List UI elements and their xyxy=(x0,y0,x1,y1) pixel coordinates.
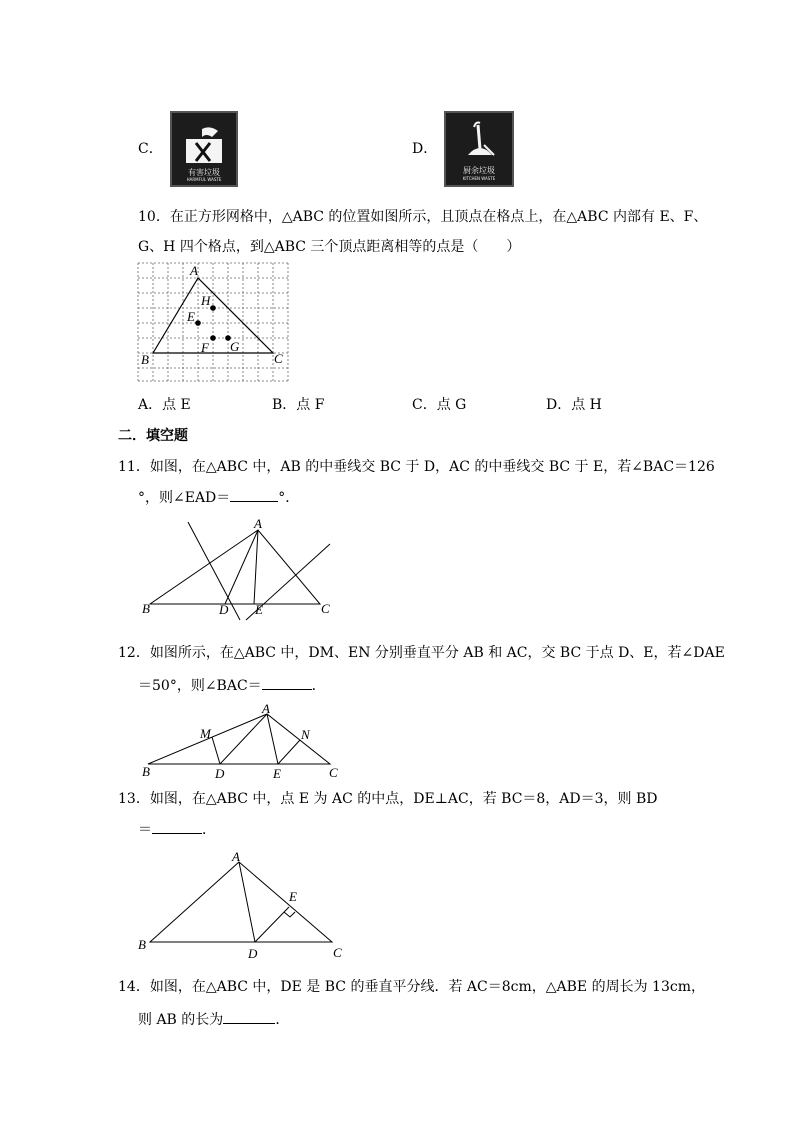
q11-triangle-abc xyxy=(150,530,320,604)
q10-choice-b[interactable]: B．点 F xyxy=(272,397,325,413)
q11-line2 xyxy=(138,487,299,508)
q10-label-b: B xyxy=(141,352,149,367)
q10-grid-figure xyxy=(137,262,289,382)
kitchen-waste-icon xyxy=(444,111,514,187)
kitchen-waste-pictogram xyxy=(446,115,512,165)
q10-number: 10． xyxy=(138,209,170,225)
q13-number: 13． xyxy=(118,791,150,807)
q14-text-line1: 如图，在△ABC 中，DE 是 BC 的垂直平分线．若 AC＝8cm，△ABE 的周长为 13cm， xyxy=(149,979,705,995)
q13-text-line2b: ． xyxy=(202,822,216,838)
q13-line2 xyxy=(138,819,216,840)
q12-label-b: B xyxy=(142,764,150,779)
harmful-waste-en: HARMFUL WASTE xyxy=(186,177,222,182)
q12-text-line2b: ． xyxy=(311,678,326,694)
harmful-waste-pictogram xyxy=(172,117,236,167)
q11-label-a: A xyxy=(254,516,262,531)
q12-segment-en xyxy=(278,740,300,764)
q11-answer-blank[interactable] xyxy=(230,487,278,502)
q11-segment-ae xyxy=(254,530,258,604)
q13-answer-blank[interactable] xyxy=(152,819,202,834)
q10-point-f xyxy=(210,335,216,341)
q12-label-a: A xyxy=(262,701,270,716)
q11-perp-bisector-ab xyxy=(188,522,240,620)
q10-label-a: A xyxy=(190,263,198,278)
q13-label-b: B xyxy=(138,937,146,952)
q10-label-c: C xyxy=(274,351,283,366)
q10-grid xyxy=(138,263,288,381)
q11-text-line1: 如图，在△ABC 中，AB 的中垂线交 BC 于 D，AC 的中垂线交 BC 于 E，若∠BAC＝126 xyxy=(149,459,715,475)
q13-right-angle-mark xyxy=(284,912,295,917)
q11-line1 xyxy=(118,457,715,477)
section-fill-in-title: 二．填空题 xyxy=(118,428,188,444)
q12-figure xyxy=(138,700,344,784)
q12-label-e: E xyxy=(273,766,281,781)
harmful-waste-icon xyxy=(170,111,238,187)
q12-text-line1: 如图所示，在△ABC 中，DM、EN 分别垂直平分 AB 和 AC，交 BC 于点 D、E，若∠DAE xyxy=(149,645,725,661)
kitchen-waste-zh: 厨余垃圾 xyxy=(463,166,495,175)
q11-figure xyxy=(138,516,336,622)
q12-label-c: C xyxy=(329,765,338,780)
option-c-label: C． xyxy=(138,141,163,157)
q14-text-line2b: ． xyxy=(275,1012,290,1028)
q13-line1 xyxy=(118,789,658,809)
q11-label-d: D xyxy=(219,602,229,617)
q10-label-f: F xyxy=(201,340,209,355)
q11-number: 11． xyxy=(118,459,150,475)
q10-point-e xyxy=(195,320,201,326)
q12-label-m: M xyxy=(200,726,211,741)
q12-line2 xyxy=(138,675,326,696)
q10-choice-c[interactable]: C．点 G xyxy=(412,397,467,413)
q13-label-d: D xyxy=(248,946,258,960)
option-d-label: D． xyxy=(412,141,438,157)
q12-number: 12． xyxy=(118,645,150,661)
q10-line1 xyxy=(138,207,707,227)
q13-label-a: A xyxy=(232,849,240,864)
q12-segment-dm xyxy=(212,737,220,764)
q12-line1 xyxy=(118,643,725,663)
q10-point-h xyxy=(210,305,216,311)
q14-line1 xyxy=(118,977,705,997)
q11-label-c: C xyxy=(321,601,330,616)
q10-text-line1: 在正方形网格中，△ABC 的位置如图所示，且顶点在格点上，在△ABC 内部有 E、F、 xyxy=(169,209,708,225)
q11-text-line2b: °． xyxy=(278,490,300,506)
q11-label-e: E xyxy=(255,602,263,617)
q14-line2 xyxy=(138,1009,289,1030)
harmful-waste-zh: 有害垃圾 xyxy=(188,168,220,177)
q10-text-line2: G、H 四个格点，到△ABC 三个顶点距离相等的点是（ ） xyxy=(138,239,521,255)
q13-figure xyxy=(138,846,344,960)
q12-segment-ad xyxy=(220,714,267,764)
kitchen-waste-en: KITCHEN WASTE xyxy=(462,176,496,181)
q12-label-d: D xyxy=(215,766,225,781)
q12-label-n: N xyxy=(301,727,310,742)
q13-text-line2a: ＝ xyxy=(138,822,152,838)
q14-answer-blank[interactable] xyxy=(223,1009,275,1024)
q10-label-g: G xyxy=(230,339,240,354)
q11-label-b: B xyxy=(142,601,150,616)
q10-choice-a[interactable]: A．点 E xyxy=(138,397,191,413)
q13-text-line1: 如图，在△ABC 中，点 E 为 AC 的中点，DE⊥AC，若 BC＝8，AD＝3，则 BD xyxy=(149,791,658,807)
q14-number: 14． xyxy=(118,979,150,995)
q11-text-line2a: °，则∠EAD＝ xyxy=(138,490,231,506)
q13-label-c: C xyxy=(333,945,342,960)
q10-label-e: E xyxy=(187,309,195,324)
q12-answer-blank[interactable] xyxy=(262,675,312,690)
q10-choice-d[interactable]: D．点 H xyxy=(546,397,602,413)
q12-text-line2a: ＝50°，则∠BAC＝ xyxy=(138,678,262,694)
q14-text-line2a: 则 AB 的长为 xyxy=(138,1012,224,1028)
q10-label-h: H xyxy=(201,293,211,308)
q13-label-e: E xyxy=(289,889,297,904)
